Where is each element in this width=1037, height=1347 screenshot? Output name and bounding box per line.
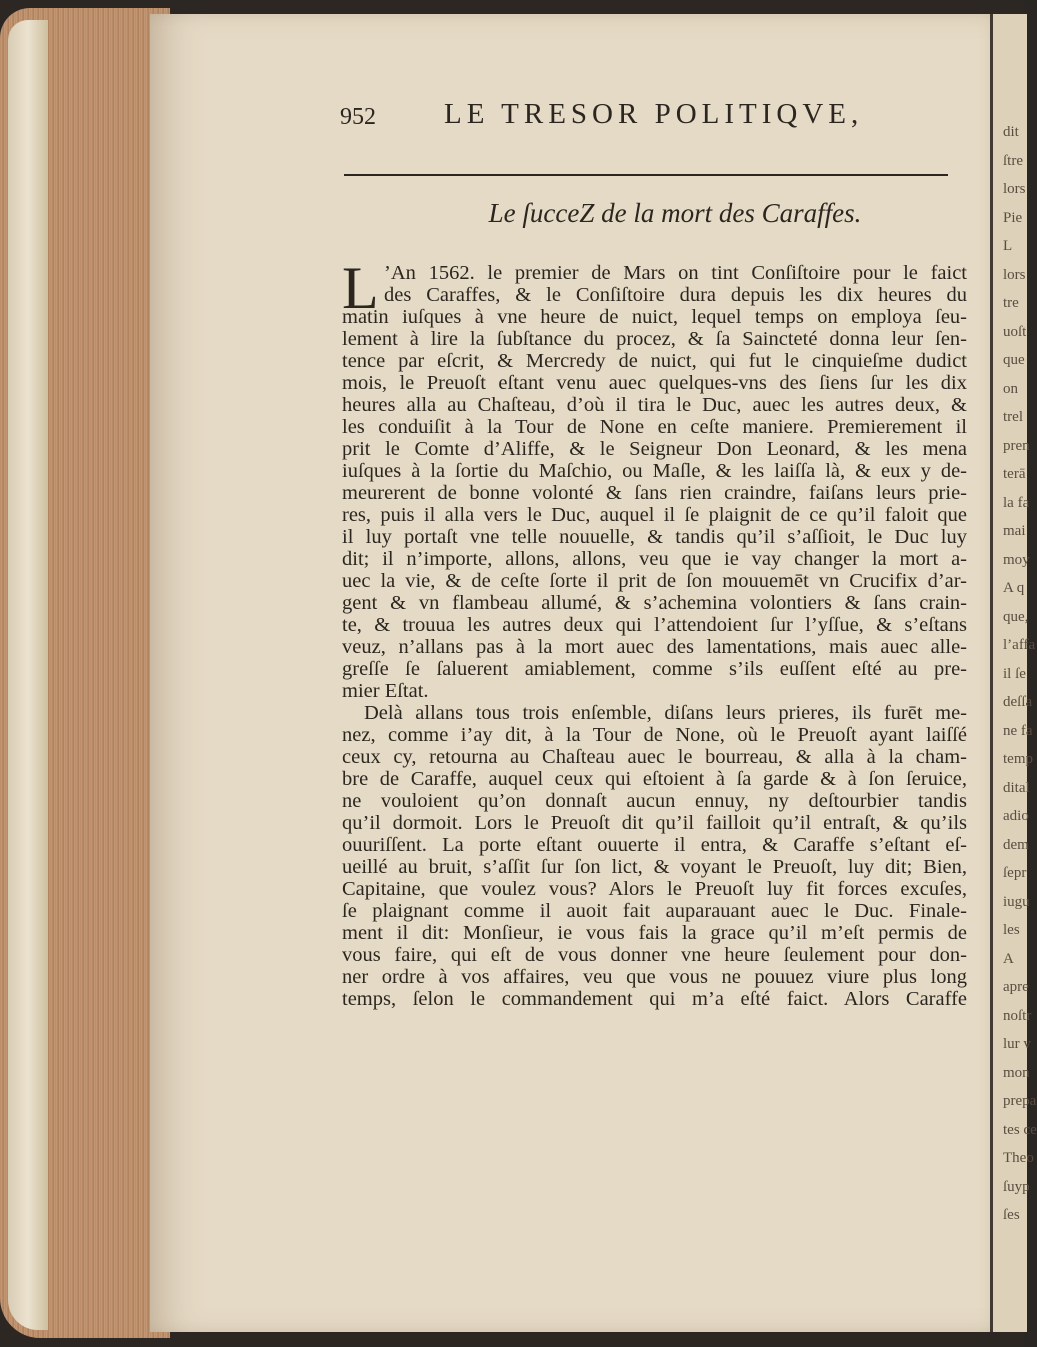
text-line: iuſques à la ſortie du Maſchio, ou Maſle, & les laiſſa là, & eux y de- [342, 460, 967, 482]
facing-page-fragment: adio [1003, 808, 1029, 824]
text-line: nez, comme i’ay dit, à la Tour de None, où le Preuoſt ayant laiſſé [342, 724, 967, 746]
facing-page-fragment: il ſe [1003, 665, 1026, 682]
facing-page-fragment: A [1003, 950, 1014, 967]
facing-page-fragment: Pie [1003, 209, 1023, 226]
facing-page-fragment: lors [1003, 266, 1026, 283]
text-line: heures alla au Chaſteau, d’où il tira le Duc, auec les autres deux, & [342, 394, 967, 416]
text-line: mois, le Preuoſt eſtant venu auec quelques-vns des ſiens ſur les dix [342, 372, 967, 394]
facing-page-fragment: pren [1003, 437, 1030, 454]
drop-cap: L [342, 255, 379, 321]
text-line: les conduiſit à la Tour de None en ceſte maniere. Premierement il [342, 416, 967, 438]
facing-page-fragment: uoſt [1003, 323, 1027, 340]
facing-page-fragment: moy [1003, 551, 1030, 568]
facing-page-fragment: mon [1003, 1064, 1030, 1081]
text-line: ner ordre à vos affaires, veu que vous ne pouuez viure plus long [342, 966, 967, 988]
facing-page-fragment: mai [1003, 523, 1026, 539]
facing-page-fragment: ſes [1003, 1207, 1020, 1223]
text-line: veuz, n’allans pas à la mort auec des lamentations, mais auec alle- [342, 636, 967, 658]
running-header [340, 98, 900, 138]
text-line: res, puis il alla vers le Duc, auquel il ſe plaignit de ce qu’il faloit que [342, 504, 967, 526]
facing-page-fragment: on [1003, 380, 1018, 397]
text-line: mier Eſtat. [342, 680, 429, 702]
header-rule [344, 174, 948, 176]
facing-page-fragment: L [1003, 238, 1013, 254]
facing-page-fragment: trel [1003, 409, 1023, 425]
facing-page-fragment: dital [1003, 779, 1030, 796]
facing-page-fragment: temp [1003, 751, 1033, 767]
text-line: greſſe ſe ſaluerent amiablement, comme s’ils euſſent eſté au pre- [342, 658, 967, 680]
text-line: ceux cy, retourna au Chaſteau auec le bourreau, & alla à la cham- [342, 746, 967, 768]
facing-page-fragment: ſtre [1003, 152, 1023, 169]
text-line: dit; il n’importe, allons, allons, veu que ie vay changer la mort a- [342, 548, 967, 570]
text-line: vous faire, qui eſt de vous donner vne heure ſeulement pour don- [342, 944, 967, 966]
facing-page-fragment: la fa [1003, 494, 1030, 511]
text-line: ne vouloient qu’on donnaſt aucun ennuy, ny deſtourbier tandis [342, 790, 967, 812]
facing-page-fragment: iugu [1003, 893, 1030, 910]
body-text [342, 262, 967, 1010]
facing-page-fragment: tes ce [1003, 1121, 1037, 1138]
facing-page-fragment: les [1003, 922, 1020, 938]
text-line: ueillé au bruit, s’aſſit ſur ſon lict, & voyant le Preuoſt, luy dit; Bien, [342, 856, 967, 878]
text-line: qu’il dormoit. Lors le Preuoſt dit qu’il failloit qu’il entraſt, & qu’ils [342, 812, 967, 834]
book-cover-edge [8, 20, 48, 1330]
text-line: temps, ſelon le commandement qui m’a eſté faict. Alors Caraffe [342, 988, 967, 1010]
text-line: ouuriſſent. La porte eſtant ouuerte il entra, & Caraffe s’eſtant eſ- [342, 834, 967, 856]
section-title: Le ſucceZ de la mort des Caraffes. [488, 198, 862, 228]
facing-page-fragment: tre [1003, 295, 1019, 311]
facing-page-fragment: Theo [1003, 1150, 1034, 1166]
text-line: prit le Comte d’Aliffe, & le Seigneur Don Leonard, & les mena [342, 438, 967, 460]
text-line: Capitaine, que voulez vous? Alors le Preuoſt luy fit forces excuſes, [342, 878, 967, 900]
facing-page-fragment: ſuyp [1003, 1178, 1030, 1195]
text-line: uec la vie, & de ceſte ſorte il prit de ſon mouuemēt vn Crucifix d’ar- [342, 570, 967, 592]
text-line: il luy portaſt vne telle nouuelle, & tandis qu’il s’aſſioit, le Duc luy [342, 526, 967, 548]
facing-page-margin [990, 14, 1037, 1332]
facing-page-fragment: lors [1003, 181, 1026, 197]
facing-page-fragment: ſepr [1003, 865, 1027, 881]
facing-page-fragment: noſtr [1003, 1007, 1032, 1024]
facing-page-fragment: dit [1003, 124, 1019, 140]
facing-page-fragment: terā [1003, 466, 1026, 482]
facing-page-fragment: prepa [1003, 1093, 1037, 1109]
text-line: matin iuſques à vne heure de nuict, lequel temps on employa ſeu- [342, 306, 967, 328]
facing-page-fragment: lur v [1003, 1036, 1031, 1052]
facing-page-fragment: deſſa [1003, 694, 1033, 710]
facing-page-fragment: que, [1003, 608, 1029, 625]
running-title: LE TRESOR POLITIQVE, [444, 98, 864, 130]
page-number: 952 [340, 104, 376, 130]
text-line: ’An 1562. le premier de Mars on tint Conſiſtoire pour le faict [384, 262, 967, 284]
facing-page-fragment: apre [1003, 979, 1029, 995]
text-line: ment il dit: Monſieur, ie vous fais la grace qu’il m’eſt permis de [342, 922, 967, 944]
text-line: ſe plaignant comme il auoit fait auparauant auec le Duc. Finale- [342, 900, 967, 922]
text-line: des Caraffes, & le Conſiſtoire dura depuis les dix heures du [384, 284, 967, 306]
facing-page-fragment: A q [1003, 580, 1025, 596]
text-line: bre de Caraffe, auquel ceux qui eſtoient à ſa garde & à ſon ſeruice, [342, 768, 967, 790]
facing-page-fragment: que [1003, 352, 1025, 368]
facing-page-fragment: dem [1003, 836, 1029, 853]
text-line: meurerent de bonne volonté & ſans rien craindre, faiſans leurs prie- [342, 482, 967, 504]
facing-page-fragment: l’affa [1003, 637, 1036, 653]
text-line: tence par eſcrit, & Mercredy de nuict, qui fut le cinquieſme dudict [342, 350, 967, 372]
text-line: te, & trouua les autres deux qui l’attendoient ſur l’yſſue, & s’eſtans [342, 614, 967, 636]
text-line: gent & vn flambeau allumé, & s’achemina volontiers & ſans crain- [342, 592, 967, 614]
facing-page-fragment: ne fa [1003, 722, 1033, 739]
text-line: Delà allans tous trois enſemble, diſans leurs prieres, ils furēt me- [364, 702, 967, 724]
text-line: lement à lire la ſubſtance du procez, & ſa Saincteté donna leur ſen- [342, 328, 967, 350]
